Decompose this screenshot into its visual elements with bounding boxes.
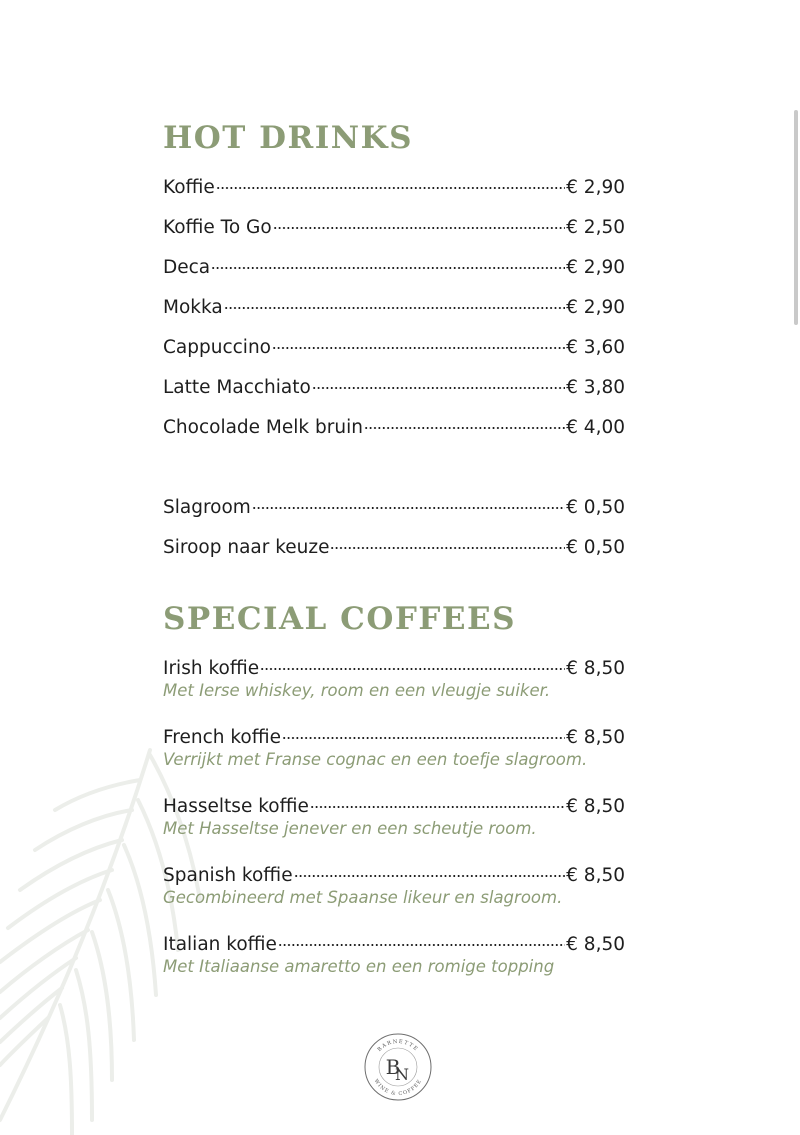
item-price: € 0,50 [566,537,625,558]
item-name: Koffie [163,177,215,198]
item-price: € 3,60 [566,337,625,358]
menu-item-cappuccino [163,329,625,358]
item-price: € 4,00 [566,417,625,438]
dot-leader [260,650,565,674]
item-price: € 8,50 [566,796,625,817]
item-name: French koffie [163,727,282,748]
item-description: Gecombineerd met Spaanse likeur en slagroom. [163,888,563,907]
item-name: Latte Macchiato [163,377,311,398]
barnette-logo [363,1032,433,1102]
dot-leader [216,169,565,193]
menu-item-mokka [163,289,625,318]
item-name: Spanish koffie [163,865,293,886]
menu-item-italian-koffie [163,926,625,955]
item-price: € 8,50 [566,865,625,886]
item-price: € 8,50 [566,727,625,748]
item-name: Koffie To Go [163,217,272,238]
dot-leader [278,926,565,950]
item-price: € 2,90 [566,177,625,198]
dot-leader [211,249,565,273]
menu-item-hasseltse-koffie [163,788,625,817]
item-name: Irish koffie [163,658,260,679]
item-name: Cappuccino [163,337,271,358]
svg-text:B: B [385,1055,401,1079]
item-price: € 2,90 [566,297,625,318]
menu-item-siroop [163,529,625,558]
menu-item-deca [163,249,625,278]
menu-item-koffie [163,169,625,198]
hot-drinks-title: HOT DRINKS [163,120,413,156]
item-description: Met Hasseltse jenever en een scheutje room. [163,819,537,838]
item-name: Slagroom [163,497,251,518]
dot-leader [224,289,565,313]
menu-item-slagroom [163,489,625,518]
svg-text:WINE & COFFEE: WINE & COFFEE [372,1078,424,1098]
item-name: Italian koffie [163,934,277,955]
item-price: € 2,90 [566,257,625,278]
item-price: € 3,80 [566,377,625,398]
dot-leader [364,409,565,433]
svg-text:N: N [395,1065,409,1084]
dot-leader [312,369,565,393]
special-coffees-title: SPECIAL COFFEES [163,601,516,637]
dot-leader [282,719,565,743]
svg-text:BARNETTE: BARNETTE [376,1038,420,1053]
dot-leader [294,857,566,881]
item-name: Mokka [163,297,223,318]
item-price: € 8,50 [566,934,625,955]
menu-item-french-koffie [163,719,625,748]
menu-item-koffie-to-go [163,209,625,238]
dot-leader [273,209,565,233]
dot-leader [272,329,565,353]
scrollbar[interactable] [794,110,798,325]
item-description: Met Italiaanse amaretto en een romige topping [163,957,555,976]
item-price: € 0,50 [566,497,625,518]
menu-item-latte-macchiato [163,369,625,398]
item-description: Verrijkt met Franse cognac en een toefje slagroom. [163,750,588,769]
dot-leader [252,489,565,513]
item-price: € 8,50 [566,658,625,679]
item-name: Deca [163,257,211,278]
menu-item-irish-koffie [163,650,625,679]
item-price: € 2,50 [566,217,625,238]
item-name: Chocolade Melk bruin [163,417,363,438]
item-name: Siroop naar keuze [163,537,330,558]
item-name: Hasseltse koffie [163,796,309,817]
dot-leader [330,529,565,553]
item-description: Met Ierse whiskey, room en een vleugje suiker. [163,681,551,700]
dot-leader [310,788,565,812]
menu-item-spanish-koffie [163,857,625,886]
menu-item-chocolade-melk-bruin [163,409,625,438]
